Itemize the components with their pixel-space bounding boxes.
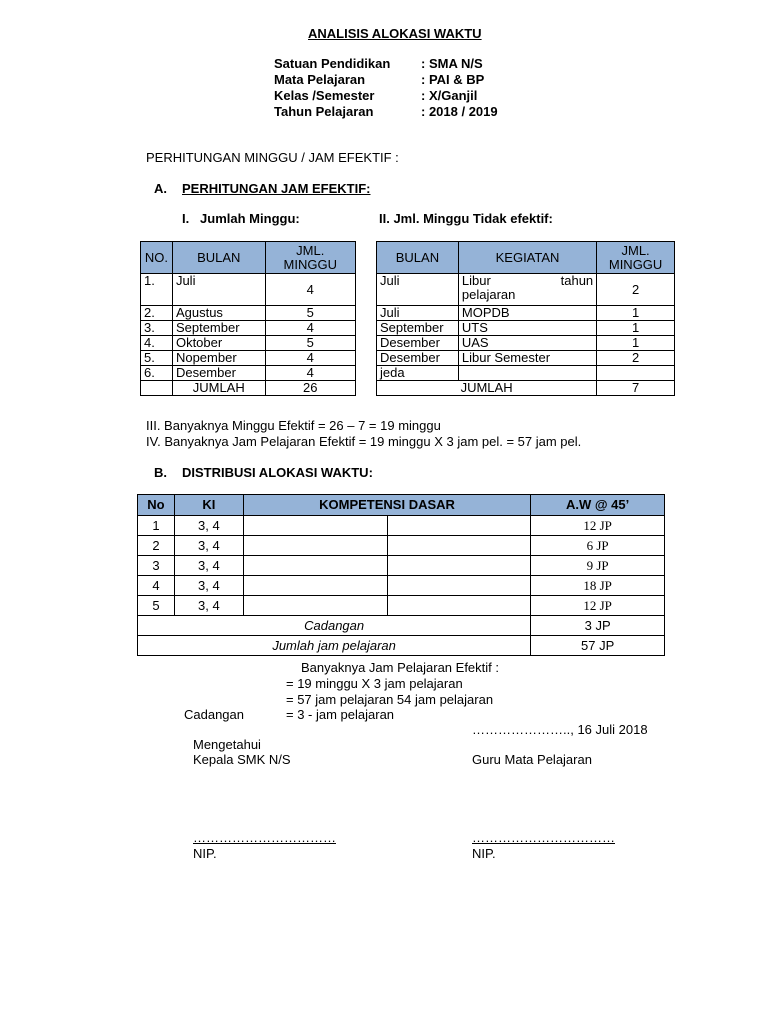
sign-kepala-sekolah: Kepala SMK N/S	[193, 752, 291, 767]
section-intro: PERHITUNGAN MINGGU / JAM EFEKTIF :	[146, 150, 399, 165]
cell-bulan: Juli	[172, 274, 265, 306]
cell-no: 4.	[141, 336, 173, 351]
table-jumlah-row	[138, 636, 665, 656]
table-row	[138, 516, 665, 536]
cadangan-label: Cadangan	[138, 616, 531, 636]
table-row	[141, 321, 356, 336]
sub-heading-jumlah-minggu: I. Jumlah Minggu:	[182, 211, 300, 226]
cell-bulan: Desember	[377, 351, 459, 366]
cell-bulan: Juli	[377, 306, 459, 321]
summary-line-minggu: = 19 minggu X 3 jam pelajaran	[286, 676, 463, 691]
table-row	[377, 366, 675, 381]
cell-jml: 2	[597, 274, 675, 306]
cell-jml: 4	[265, 321, 355, 336]
info-row-satuan	[274, 56, 483, 71]
header-no: NO.	[141, 242, 173, 274]
cadangan-value: 3 JP	[531, 616, 665, 636]
line-jam-efektif: IV. Banyaknya Jam Pelajaran Efektif = 19 minggu X 3 jam pel. = 57 jam pel.	[146, 434, 582, 449]
table-row	[138, 576, 665, 596]
summary-cadangan-label: Cadangan	[184, 707, 244, 722]
line-minggu-efektif: III. Banyaknya Minggu Efektif = 26 – 7 = 19 minggu	[146, 418, 441, 433]
table-total-row	[141, 381, 356, 396]
cell-jml: 4	[265, 274, 355, 306]
header-bulan: BULAN	[377, 242, 459, 274]
info-row-kelas	[274, 88, 477, 103]
cell-no: 5.	[141, 351, 173, 366]
cell-ki: 3, 4	[174, 516, 243, 536]
cell-kegiatan	[458, 366, 596, 381]
header-bulan: BULAN	[172, 242, 265, 274]
cell-no: 2	[138, 536, 175, 556]
table-row	[377, 274, 675, 306]
cell-bulan: Desember	[377, 336, 459, 351]
info-value: : SMA N/S	[421, 56, 483, 71]
summary-line-jam: = 57 jam pelajaran 54 jam pelajaran	[286, 692, 494, 707]
table-row	[138, 596, 665, 616]
table-jumlah-minggu	[140, 241, 356, 396]
cell-jml	[597, 366, 675, 381]
cell-bulan: September	[172, 321, 265, 336]
cell-aw: 12 JP	[531, 596, 665, 616]
cell-bulan: Juli	[377, 274, 459, 306]
cell-no: 5	[138, 596, 175, 616]
section-b-title: DISTRIBUSI ALOKASI WAKTU:	[182, 465, 373, 480]
kegiatan-word: pelajaran	[461, 287, 516, 302]
cell-bulan: Oktober	[172, 336, 265, 351]
summary-title: Banyaknya Jam Pelajaran Efektif :	[301, 660, 499, 675]
info-label: Kelas /Semester	[274, 88, 375, 103]
cell-aw: 6 JP	[531, 536, 665, 556]
kegiatan-word: Libur	[461, 273, 491, 288]
cell-kegiatan: UAS	[458, 336, 596, 351]
table-total-row	[377, 381, 675, 396]
info-label: Satuan Pendidikan	[274, 56, 391, 71]
cell-jml: 5	[265, 306, 355, 321]
document-title: ANALISIS ALOKASI WAKTU	[308, 26, 482, 41]
total-label: JUMLAH	[377, 381, 597, 396]
header-kegiatan: KEGIATAN	[458, 242, 596, 274]
header-no: No	[138, 495, 175, 516]
info-row-tahun	[274, 104, 498, 119]
sign-right-nip: NIP.	[472, 846, 496, 861]
cell-no: 2.	[141, 306, 173, 321]
header-ki: KI	[174, 495, 243, 516]
cell-ki: 3, 4	[174, 556, 243, 576]
cell-bulan: September	[377, 321, 459, 336]
header-kompetensi-dasar: KOMPETENSI DASAR	[243, 495, 530, 516]
cell-jml: 5	[265, 336, 355, 351]
kegiatan-word: tahun	[560, 273, 594, 288]
jumlah-value: 57 JP	[531, 636, 665, 656]
total-value: 7	[597, 381, 675, 396]
cell-ki: 3, 4	[174, 536, 243, 556]
cell-aw: 12 JP	[531, 516, 665, 536]
cell-bulan: Agustus	[172, 306, 265, 321]
info-label: Tahun Pelajaran	[274, 104, 374, 119]
cell-no: 1	[138, 516, 175, 536]
cell-no: 6.	[141, 366, 173, 381]
cell-jml: 1	[597, 306, 675, 321]
sign-mengetahui: Mengetahui	[193, 737, 261, 752]
header-jml-minggu: JML. MINGGU	[265, 242, 355, 274]
header-alokasi-waktu: A.W @ 45’	[531, 495, 665, 516]
info-value: : PAI & BP	[421, 72, 485, 87]
cell-aw: 9 JP	[531, 556, 665, 576]
table-row	[377, 321, 675, 336]
cell-kegiatan: Libur Semester	[458, 351, 596, 366]
cell-kegiatan	[458, 274, 596, 306]
cell-jml: 4	[265, 366, 355, 381]
info-label: Mata Pelajaran	[274, 72, 366, 87]
cell-jml: 1	[597, 336, 675, 351]
cell-jml: 4	[265, 351, 355, 366]
sub-heading-minggu-tidak-efektif: II. Jml. Minggu Tidak efektif:	[379, 211, 553, 226]
sign-left-dots: ……………………………	[193, 830, 336, 845]
section-a-title: PERHITUNGAN JAM EFEKTIF:	[182, 181, 371, 196]
cell-jml: 1	[597, 321, 675, 336]
cell-ki: 3, 4	[174, 576, 243, 596]
total-value: 26	[265, 381, 355, 396]
cell-bulan: jeda	[377, 366, 459, 381]
table-row	[141, 306, 356, 321]
table-cadangan-row	[138, 616, 665, 636]
place-date: ………………….., 16 Juli 2018	[472, 722, 648, 737]
table-row	[141, 351, 356, 366]
sign-guru: Guru Mata Pelajaran	[472, 752, 592, 767]
cell-no: 3	[138, 556, 175, 576]
cell-bulan: Desember	[172, 366, 265, 381]
table-row	[377, 336, 675, 351]
table-row	[377, 351, 675, 366]
header-jml-minggu: JML. MINGGU	[597, 242, 675, 274]
cell-ki: 3, 4	[174, 596, 243, 616]
table-row	[138, 556, 665, 576]
jumlah-label: Jumlah jam pelajaran	[138, 636, 531, 656]
cell-no: 4	[138, 576, 175, 596]
total-label: JUMLAH	[172, 381, 265, 396]
sign-left-nip: NIP.	[193, 846, 217, 861]
cell-aw: 18 JP	[531, 576, 665, 596]
table-row	[138, 536, 665, 556]
info-value: : X/Ganjil	[421, 88, 478, 103]
cell-bulan: Nopember	[172, 351, 265, 366]
cell-no: 3.	[141, 321, 173, 336]
table-row	[377, 306, 675, 321]
section-b-number: B.	[154, 465, 167, 480]
cell-kegiatan: MOPDB	[458, 306, 596, 321]
info-row-mapel	[274, 72, 484, 87]
summary-line-cadangan: = 3 - jam pelajaran	[286, 707, 395, 722]
sign-right-dots: ……………………………	[472, 830, 615, 845]
cell-kegiatan: UTS	[458, 321, 596, 336]
cell-jml: 2	[597, 351, 675, 366]
info-value: : 2018 / 2019	[421, 104, 498, 119]
table-row	[141, 336, 356, 351]
cell-no: 1.	[141, 274, 173, 306]
table-minggu-tidak-efektif	[376, 241, 675, 396]
table-row	[141, 274, 356, 306]
table-distribusi-alokasi	[137, 494, 665, 656]
section-a-number: A.	[154, 181, 167, 196]
table-row	[141, 366, 356, 381]
